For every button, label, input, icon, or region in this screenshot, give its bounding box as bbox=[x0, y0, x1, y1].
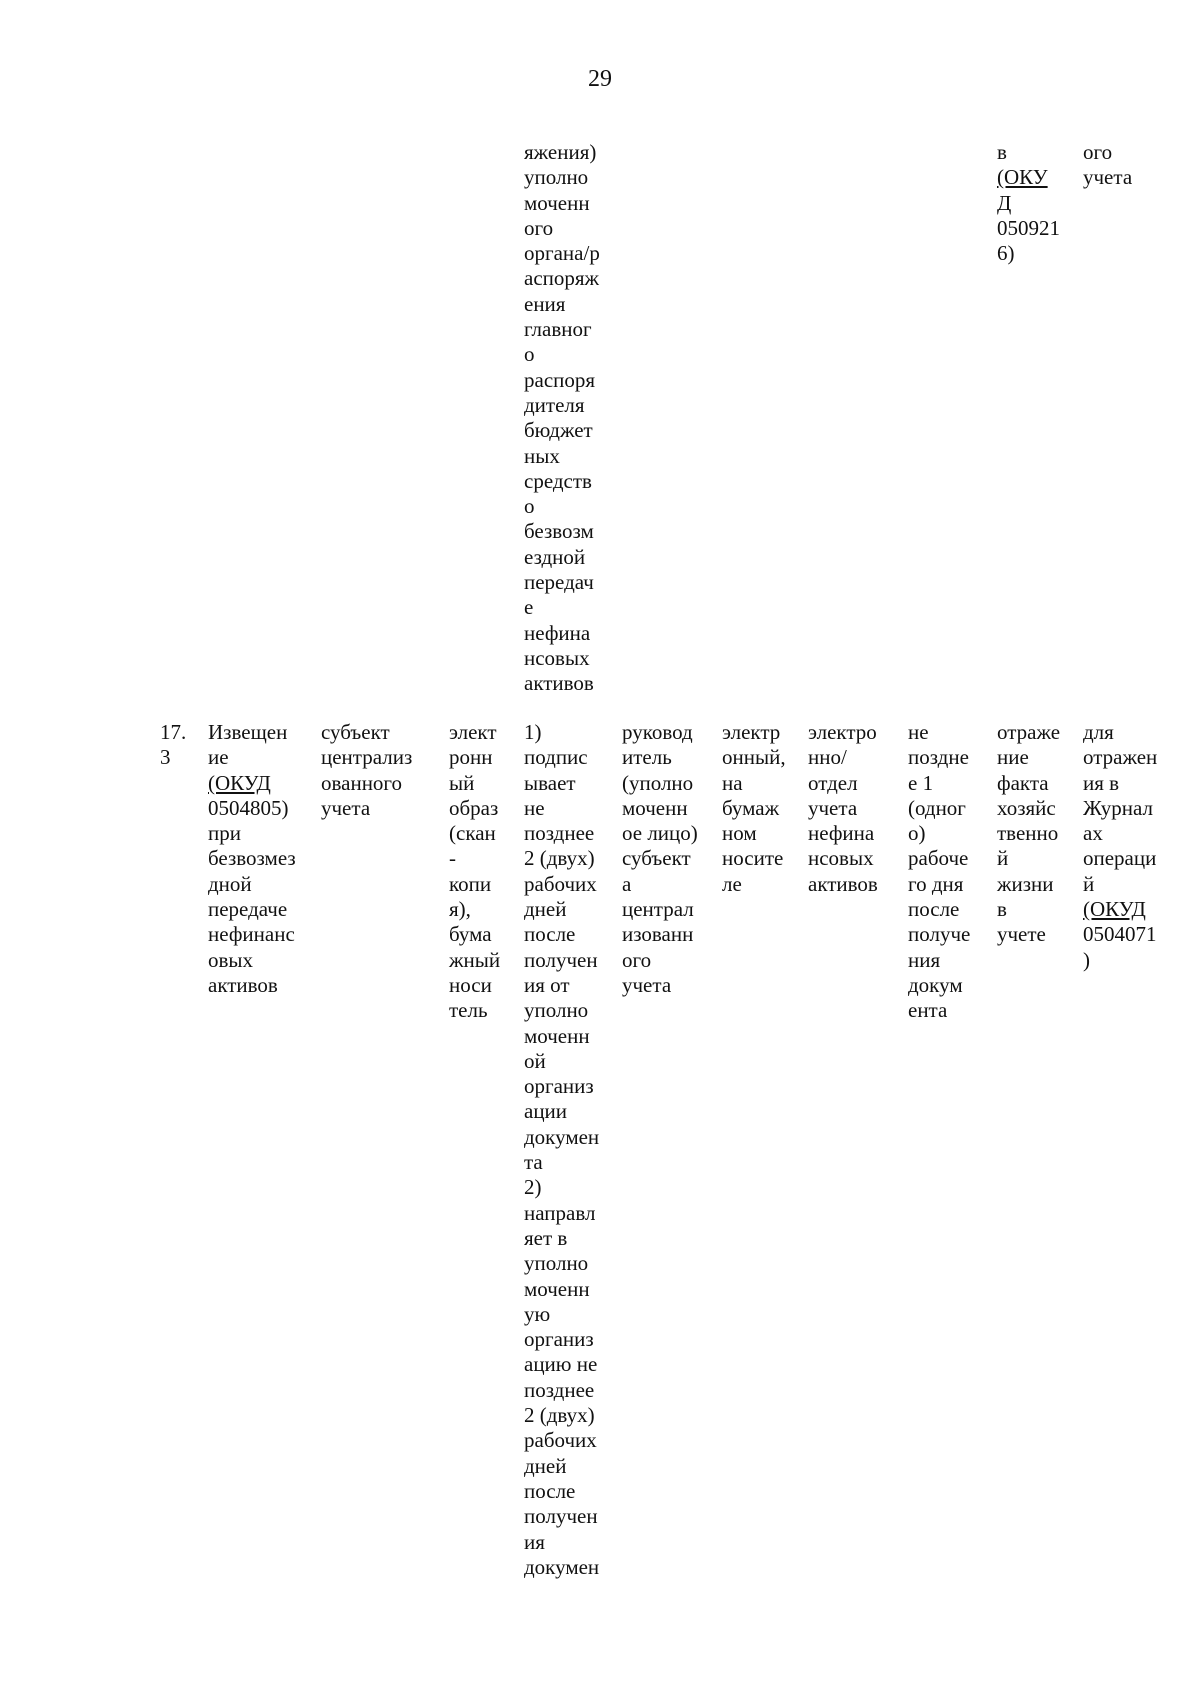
register-text: для отражен ия в Журнал ах операци й bbox=[1083, 720, 1158, 896]
deadline-cell: не поздне е 1 (одног о) рабоче го дня после получе ния докум ента bbox=[908, 720, 971, 1023]
okud-reference: (ОКУД bbox=[1083, 897, 1146, 922]
document-name-text: Извещен ие bbox=[208, 720, 288, 770]
purpose-cell: отраже ние факта хозяйс твенно й жизни в учете bbox=[997, 720, 1061, 947]
register-cell bbox=[1083, 720, 1157, 973]
document-name-cell bbox=[208, 720, 296, 998]
document-name-code: 0504805) при безвозмез дной передаче нефинанс овых активов bbox=[208, 795, 296, 997]
medium-cell: электр онный, на бумаж ном носите ле bbox=[722, 720, 786, 896]
form-cell: элект ронн ый образ (скан - копи я), бума жный носи тель bbox=[449, 720, 501, 1023]
continuation-register-code: 050921 6) bbox=[997, 215, 1060, 266]
recipient-cell: электро нно/ отдел учета нефина нсовых активов bbox=[808, 720, 878, 896]
okud-reference: (ОКУ Д bbox=[997, 165, 1048, 215]
register-code: 0504071 ) bbox=[1083, 922, 1157, 972]
procedure-cell: 1) подпис ывает не позднее 2 (двух) рабочих дней после получен ия от уполно моченн ой организ ации докумен та 2) направл яет в уполно моченн ую организ ацию не позднее 2 (двух) рабочих дней после получен ия докумен bbox=[524, 720, 600, 1579]
continuation-register-text: в bbox=[997, 140, 1007, 164]
page-number: 29 bbox=[588, 66, 612, 92]
signer-cell: руковод итель (уполно моченн ое лицо) субъект а централ изованн ого учета bbox=[622, 720, 698, 997]
continuation-accounting-cell: ого учета bbox=[1083, 140, 1133, 190]
creator-cell: субъект централиз ованного учета bbox=[321, 720, 413, 820]
continuation-register-cell bbox=[997, 140, 1060, 266]
continuation-procedure-cell: яжения) уполно моченн ого органа/р аспоряж ения главног о распоря дителя бюджет ных средств о безвозм ездной передач е нефина нсовых активов bbox=[524, 140, 600, 696]
okud-reference: (ОКУД bbox=[208, 770, 271, 795]
row-number-cell: 17. 3 bbox=[160, 720, 187, 770]
